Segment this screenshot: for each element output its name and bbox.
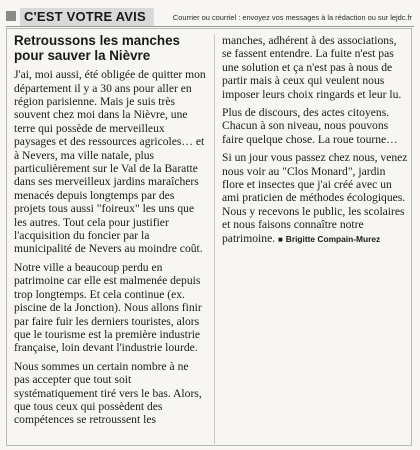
rubric-header [6, 8, 414, 26]
rubric-note: Courrier ou courriel : envoyez vos messages à la rédaction ou sur lejdc.fr [172, 13, 412, 22]
article-paragraph [222, 151, 408, 246]
article-paragraph-text: Si un jour vous passez chez nous, venez nous voir au "Clos Monard", jardin flore et insectes que j'ai créé avec un ami praticien de méthodes écologiques. Nous y recevons le public, les scolaires et nous faisons connaître notre patrimoine. [222, 151, 408, 245]
article-paragraph: Nous sommes un certain nombre à ne pas accepter que tout soit systématiquement tiré vers le bas. Alors, que tous ceux qui possèdent des compétences se retroussent les [14, 359, 202, 427]
article-headline: Retroussons les manches pour sauver la Nièvre [14, 33, 180, 63]
rubric-divider [6, 26, 414, 27]
article-paragraph: Plus de discours, des actes citoyens. Chacun à son niveau, nous pouvons faire quelque chose. La roue tourne… [222, 106, 398, 146]
rubric-title: C'EST VOTRE AVIS [20, 8, 154, 26]
author-signature: Brigitte Compain-Murez [285, 233, 381, 244]
article-column-right [222, 34, 408, 251]
column-divider [214, 34, 215, 444]
article-paragraph: manches, adhérent à des associations, se fassent entendre. La fuite n'est pas une solution et ça n'est pas à nous de partir mais à ceux qui veulent nous imposer leurs choix ringards et leur lu. [222, 34, 402, 101]
article-column-left [14, 34, 206, 432]
signature-square-icon: ■ [278, 234, 283, 244]
article-paragraph: Notre ville a beaucoup perdu en patrimoine car elle est malmenée depuis trop longtemps. Et cela continue (ex. piscine de la Jonction). Nous allons finir par faire fuir les derniers touristes, alors que le tourisme est la première industrie française, loin devant l'industrie lourde. [14, 260, 202, 355]
article-paragraph: J'ai, moi aussi, été obligée de quitter mon département il y a 30 ans pour aller en région parisienne. Mais je suis très souvent chez moi dans la Nièvre, une terre qui possède de merveilleux paysages et des ressources agricoles… et à Nevers, ma ville natale, plus particulièrement sur le Val de la Baratte dans ses merveilleux jardins maraîchers menacés depuis longtemps par des projets tous aussi "foireux" les uns que les autres. Tout cela pour justifier l'acquisition du foncier par la municipalité de Nevers au moindre coût. [14, 68, 206, 256]
square-bullet-icon [6, 11, 16, 21]
